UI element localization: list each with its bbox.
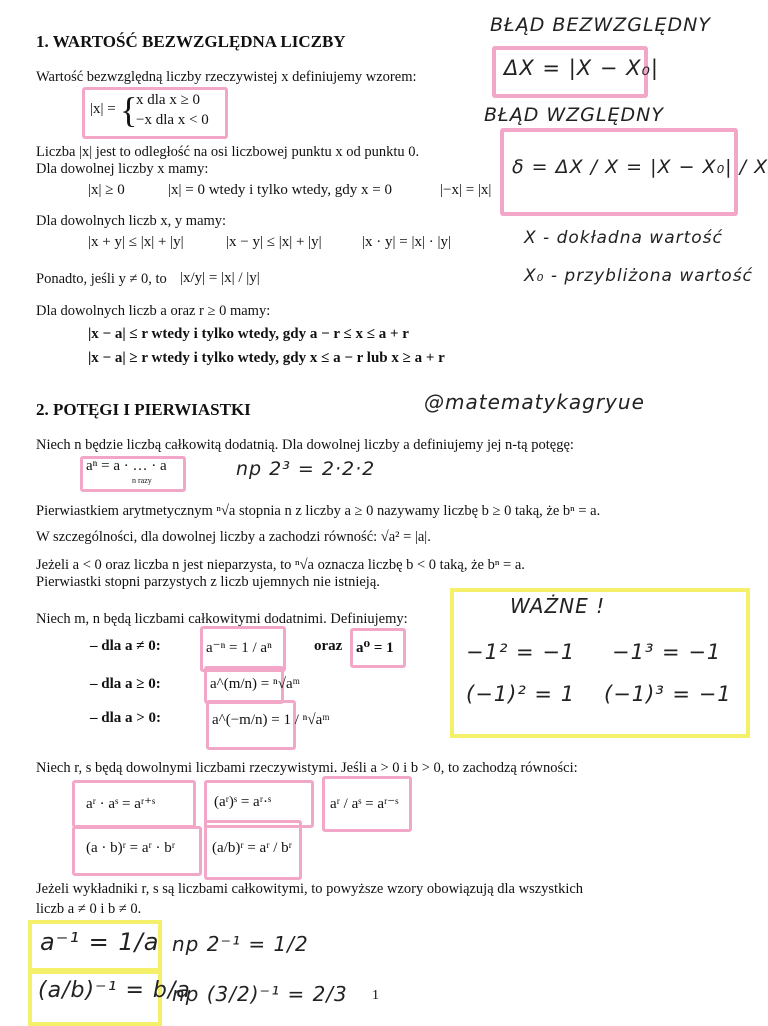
rs-intro: Niech r, s będą dowolnymi liczbami rzeczywistymi. Jeśli a > 0 i b > 0, to zachodzą równości: xyxy=(36,760,578,776)
eq-product: |x · y| = |x| · |y| xyxy=(362,234,451,250)
if-y-nonzero-text: Ponadto, jeśli y ≠ 0, to xyxy=(36,271,167,287)
abs-error-title: BŁĄD BEZWZGLĘDNY xyxy=(490,14,712,36)
ineq-diff: |x − y| ≤ |x| + |y| xyxy=(226,234,322,250)
any-x-text: Dla dowolnej liczby x mamy: xyxy=(36,161,209,177)
def-brace: { xyxy=(120,90,138,130)
zero-power-formula: a⁰ = 1 xyxy=(356,640,394,656)
exact-value-note: X - dokładna wartość xyxy=(524,228,723,248)
oraz-label: oraz xyxy=(314,638,343,654)
section1-title: 1. WARTOŚĆ BEZWZGLĘDNA LICZBY xyxy=(36,32,346,51)
important-example-1: −1² = −1 xyxy=(466,640,576,664)
ineq-sum: |x + y| ≤ |x| + |y| xyxy=(88,234,184,250)
def-lhs: |x| = xyxy=(90,101,116,117)
condition-ge: |x − a| ≥ r wtedy i tylko wtedy, gdy x ≤ a − r lub x ≥ a + r xyxy=(88,350,445,366)
prop-zero: |x| = 0 wtedy i tylko wtedy, gdy x = 0 xyxy=(168,182,393,198)
section1-intro: Wartość bezwzględną liczby rzeczywistej x definiujemy wzorem: xyxy=(36,69,417,85)
inverse-example: np 2⁻¹ = 1/2 xyxy=(172,932,309,956)
abs-distance-text: Liczba |x| jest to odległość na osi liczbowej punktu x od punktu 0. xyxy=(36,144,420,160)
integer-note-2: liczb a ≠ 0 i b ≠ 0. xyxy=(36,901,142,917)
law4: (a · b)ʳ = aʳ · bʳ xyxy=(86,840,176,856)
rel-error-formula: δ = ΔX / X = |X − X₀| / X xyxy=(512,156,768,178)
important-title: WAŻNE ! xyxy=(510,594,606,618)
prop-symmetry: |−x| = |x| xyxy=(440,182,492,198)
case2-label: – dla a ≥ 0: xyxy=(90,676,161,692)
law2: (aʳ)ˢ = aʳ·ˢ xyxy=(214,794,272,810)
fraction-inverse-example: np (3/2)⁻¹ = 2/3 xyxy=(172,982,348,1006)
law1: aʳ · aˢ = aʳ⁺ˢ xyxy=(86,796,156,812)
case1-formula: a⁻ⁿ = 1 / aⁿ xyxy=(206,640,272,656)
important-example-4: (−1)³ = −1 xyxy=(604,682,732,706)
def-case1: x dla x ≥ 0 xyxy=(136,92,201,108)
important-example-3: (−1)² = 1 xyxy=(466,682,576,706)
case3-label: – dla a > 0: xyxy=(90,710,162,726)
power-example: np 2³ = 2·2·2 xyxy=(236,458,376,480)
any-xy-text: Dla dowolnych liczb x, y mamy: xyxy=(36,213,227,229)
case3-formula: a^(−m/n) = 1 / ⁿ√aᵐ xyxy=(212,712,330,728)
quotient-formula: |x/y| = |x| / |y| xyxy=(180,270,260,286)
power-def: aⁿ = a · … · a xyxy=(86,458,167,474)
power-intro: Niech n będzie liczbą całkowitą dodatnią. Dla dowolnej liczby a definiujemy jej n-tą potęgę: xyxy=(36,437,574,453)
power-def-sub: n razy xyxy=(132,476,152,485)
prop-nonneg: |x| ≥ 0 xyxy=(88,182,125,198)
fraction-inverse-formula: (a/b)⁻¹ = b/a xyxy=(38,978,191,1003)
case2-formula: a^(m/n) = ⁿ√aᵐ xyxy=(210,676,300,692)
approx-value-note: X₀ - przybliżona wartość xyxy=(524,266,753,286)
rel-error-title: BŁĄD WZGLĘDNY xyxy=(484,104,664,126)
section2-title: 2. POTĘGI I PIERWIASTKI xyxy=(36,400,251,419)
condition-le: |x − a| ≤ r wtedy i tylko wtedy, gdy a − r ≤ x ≤ a + r xyxy=(88,326,409,342)
integer-note-1: Jeżeli wykładniki r, s są liczbami całkowitymi, to powyższe wzory obowiązują dla wszystkich xyxy=(36,881,584,897)
abs-error-formula: ΔX = |X − X₀| xyxy=(504,56,659,80)
case1-label: – dla a ≠ 0: xyxy=(90,638,161,654)
author-handle: @matematykagryue xyxy=(424,390,645,414)
page-number: 1 xyxy=(372,988,379,1003)
odd-root-rule: Jeżeli a < 0 oraz liczba n jest nieparzysta, to ⁿ√a oznacza liczbę b < 0 taką, że bⁿ = a. xyxy=(36,557,525,573)
law3: aʳ / aˢ = aʳ⁻ˢ xyxy=(330,796,399,812)
sqrt-square-rule: W szczególności, dla dowolnej liczby a zachodzi równość: √a² = |a|. xyxy=(36,529,431,545)
any-a-r-text: Dla dowolnych liczb a oraz r ≥ 0 mamy: xyxy=(36,303,271,319)
root-definition: Pierwiastkiem arytmetycznym ⁿ√a stopnia n z liczby a ≥ 0 nazywamy liczbę b ≥ 0 taką, że bⁿ = a. xyxy=(36,503,601,519)
inverse-formula: a⁻¹ = 1/a xyxy=(40,928,160,956)
even-root-note: Pierwiastki stopni parzystych z liczb ujemnych nie istnieją. xyxy=(36,574,380,590)
important-example-2: −1³ = −1 xyxy=(612,640,722,664)
law5: (a/b)ʳ = aʳ / bʳ xyxy=(212,840,292,856)
mn-intro: Niech m, n będą liczbami całkowitymi dodatnimi. Definiujemy: xyxy=(36,611,408,627)
def-case2: −x dla x < 0 xyxy=(136,112,209,128)
